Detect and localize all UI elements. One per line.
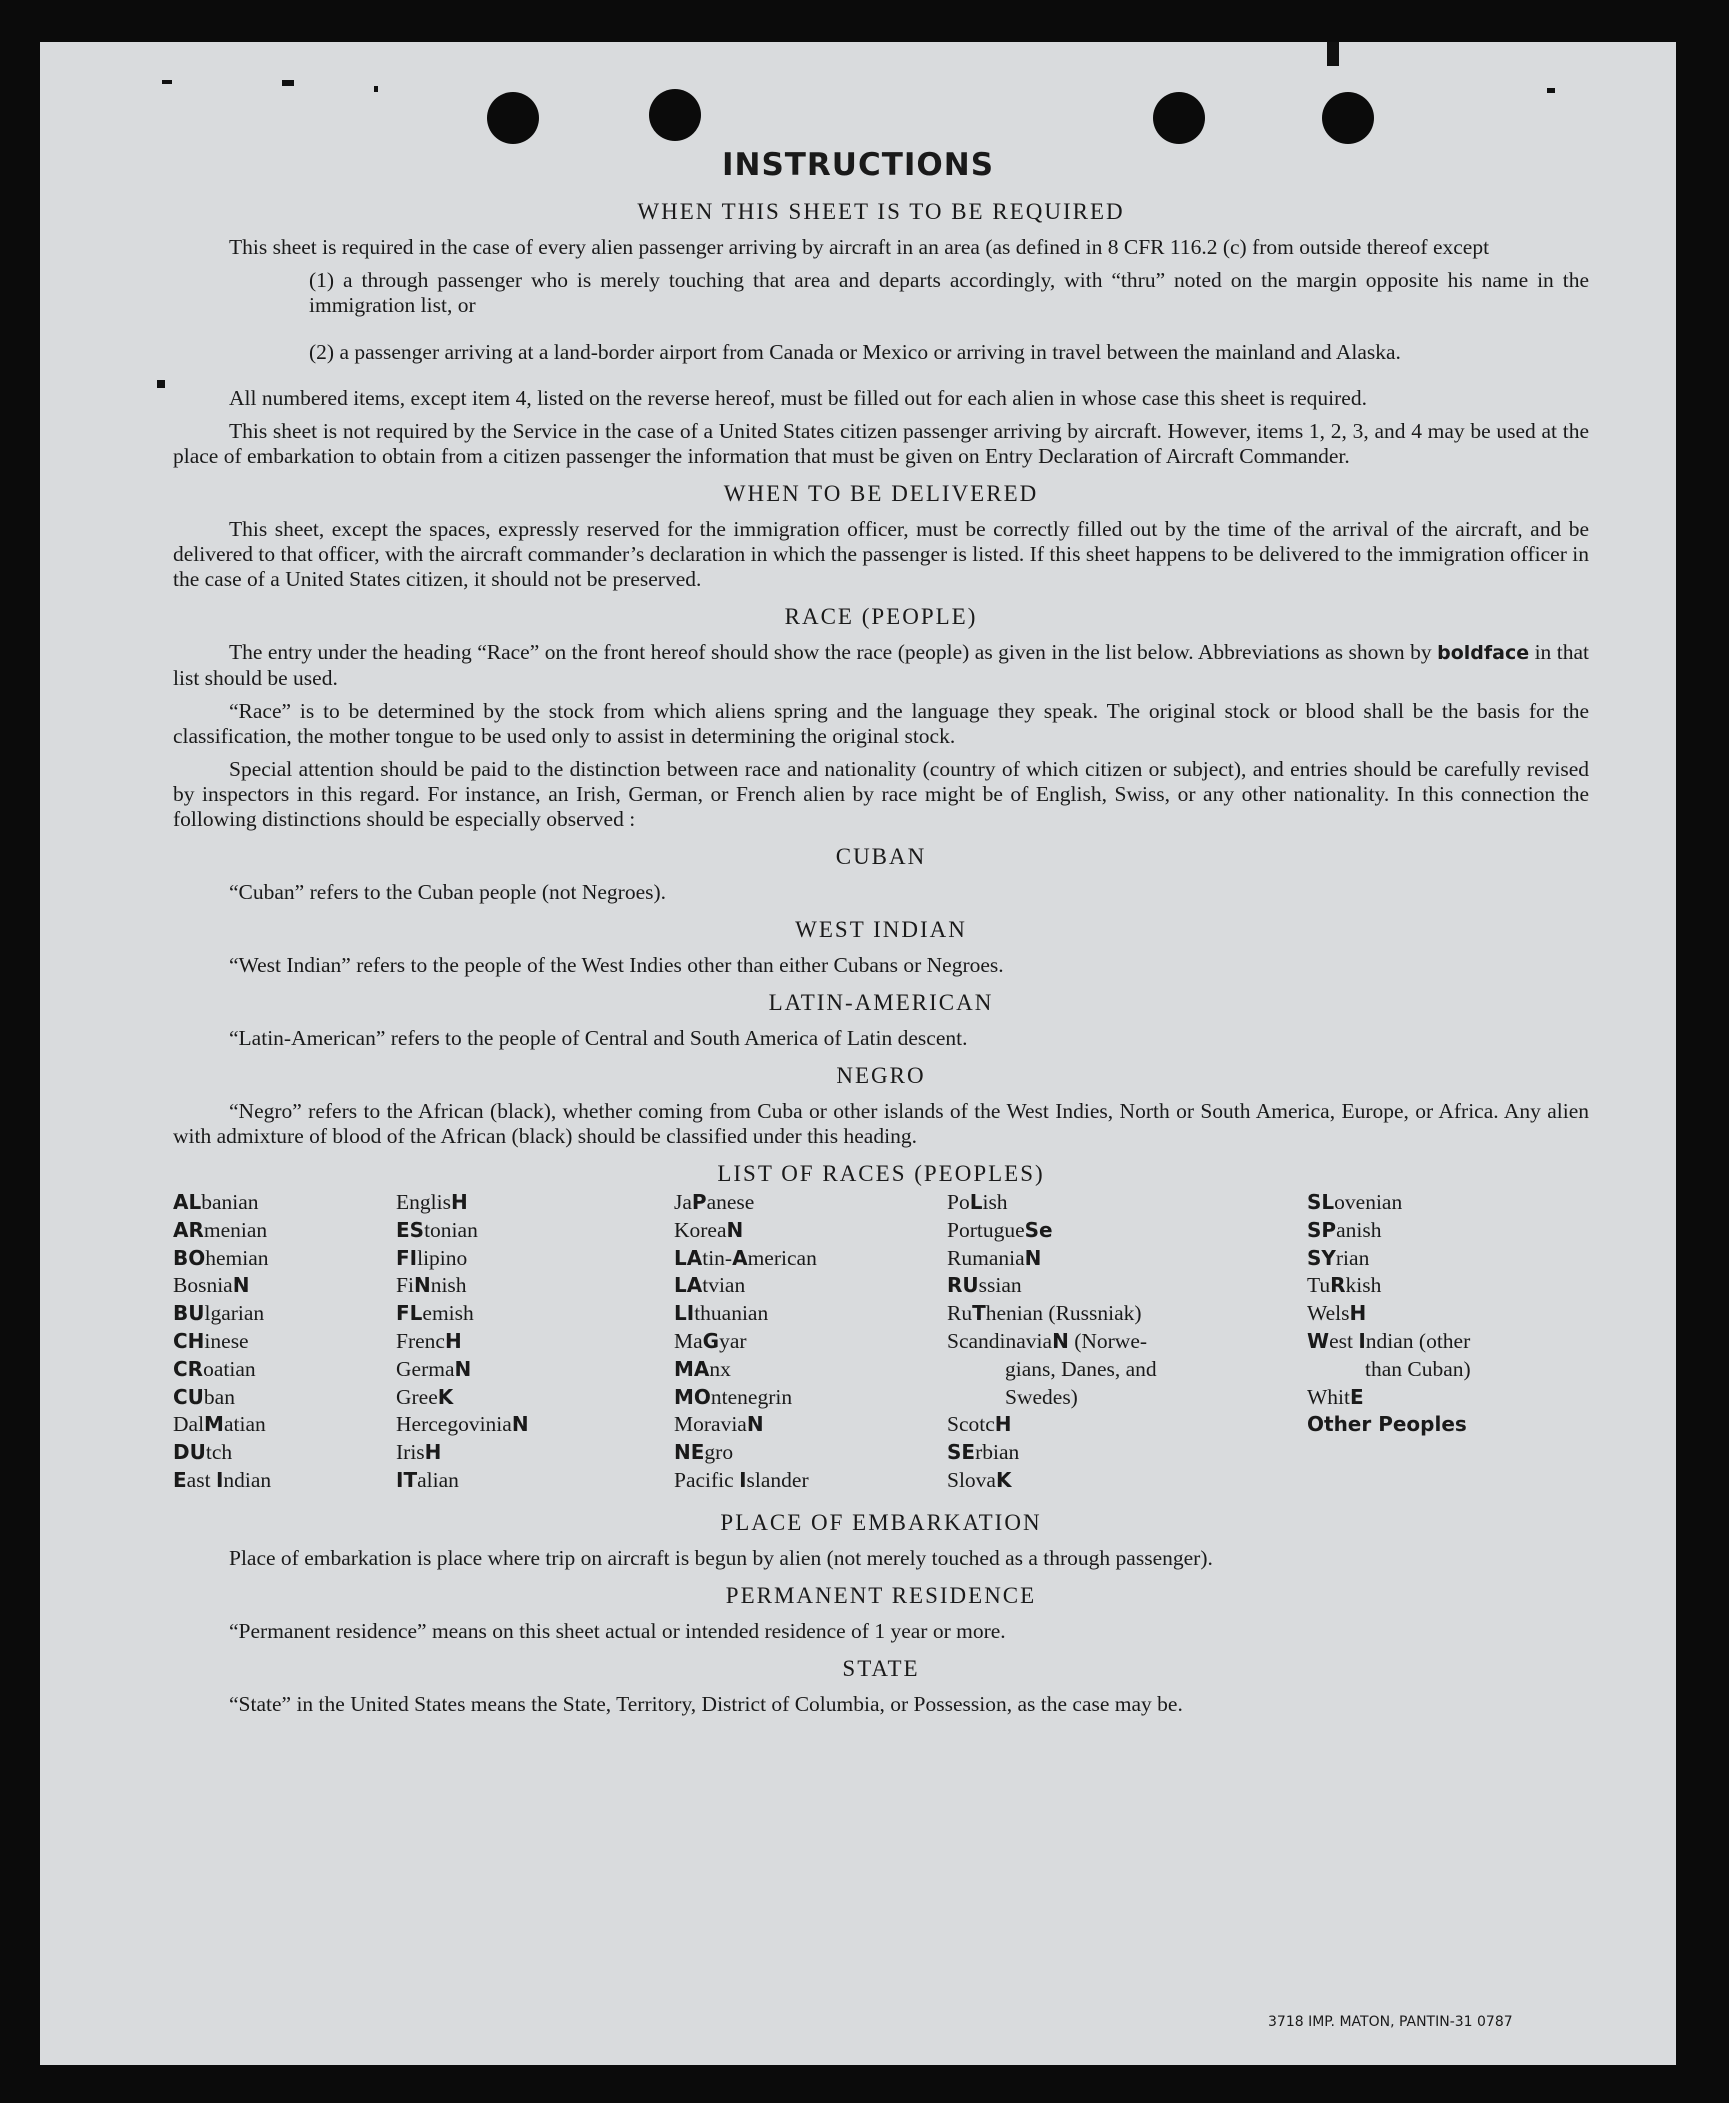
- race-abbreviation: K: [995, 1467, 1012, 1492]
- race-abbreviation: H: [450, 1190, 468, 1214]
- race-abbreviation: K: [437, 1384, 454, 1409]
- race-abbreviation: MA: [674, 1356, 710, 1381]
- race-entry: [173, 1300, 271, 1328]
- punch-hole: [1153, 92, 1205, 144]
- race-name-text: atian: [223, 1412, 266, 1437]
- paragraph-text: The entry under the heading “Race” on the front hereof should show the race (people) as given in the list below. Abbreviations as shown by: [229, 640, 1438, 664]
- race-entry: [1307, 1217, 1471, 1245]
- race-abbreviation: W: [1307, 1328, 1330, 1353]
- race-entry: [173, 1439, 271, 1467]
- race-name-text: tch: [205, 1440, 233, 1465]
- paragraph: Special attention should be paid to the distinction between race and nationality (country of which citizen or subject), and entries should be carefully revised by inspectors in this regard. For instance, an Irish, German, or French alien by race might be of English, Swiss, or any other nationality. In this connection the following distinctions should be especially observed :: [173, 757, 1589, 831]
- race-entry: [947, 1189, 1157, 1217]
- race-abbreviation: IT: [396, 1467, 418, 1492]
- race-entry: [674, 1439, 817, 1467]
- race-name-text: gians, Danes, and: [1005, 1356, 1157, 1381]
- paragraph: “Cuban” refers to the Cuban people (not Negroes).: [229, 880, 667, 904]
- race-name-text: Ma: [674, 1328, 703, 1353]
- race-name-text: nish: [430, 1273, 467, 1298]
- ink-speck: [157, 380, 165, 388]
- race-entry: [1307, 1189, 1471, 1217]
- race-entry: [947, 1356, 1157, 1384]
- document-sheet: [40, 42, 1676, 2065]
- race-abbreviation: E: [1350, 1384, 1364, 1409]
- race-entry: [173, 1411, 271, 1439]
- punch-hole: [487, 92, 539, 144]
- race-abbreviation: RU: [947, 1273, 979, 1298]
- section-heading-state: STATE: [842, 1656, 920, 1681]
- race-abbreviation: H: [994, 1412, 1012, 1437]
- race-name-text: tin-: [702, 1245, 733, 1270]
- race-entry: [173, 1189, 271, 1217]
- race-abbreviation: LA: [674, 1273, 703, 1298]
- list-item: (1) a through passenger who is merely touching that area and departs accordingly, with “thru” noted on the margin opposite his name in the immigration list, or: [309, 268, 1589, 317]
- race-name-text: emish: [422, 1301, 474, 1326]
- race-name-text: ish: [982, 1190, 1008, 1214]
- race-name-text: ssian: [978, 1273, 1022, 1298]
- race-entry: [173, 1217, 271, 1245]
- race-entry: [1307, 1356, 1471, 1384]
- section-heading-west-indian: WEST INDIAN: [795, 917, 967, 942]
- race-abbreviation: NE: [674, 1440, 705, 1465]
- race-entry: [1307, 1245, 1471, 1273]
- race-name-text: Pacific: [674, 1467, 740, 1492]
- paragraph: “State” in the United States means the State, Territory, District of Columbia, or Possession, as the case may be.: [229, 1692, 1183, 1716]
- race-abbreviation: R: [1330, 1273, 1346, 1298]
- paragraph: This sheet is not required by the Service in the case of a United States citizen passenger arriving by aircraft. However, items 1, 2, 3, and 4 may be used at the place of embarkation to obtain from a citizen passenger the information that must be given on Entry Declaration of Aircraft Commander.: [173, 419, 1589, 468]
- race-abbreviation: SP: [1307, 1217, 1337, 1242]
- race-entry: [1307, 1384, 1471, 1412]
- race-abbreviation: SE: [947, 1440, 976, 1465]
- section-heading-residence: PERMANENT RESIDENCE: [725, 1583, 1037, 1608]
- races-list: [173, 1189, 1589, 1499]
- race-abbreviation: CR: [173, 1356, 204, 1381]
- race-entry: [396, 1439, 529, 1467]
- race-entry: [1307, 1411, 1471, 1439]
- race-abbreviation: E: [173, 1467, 187, 1492]
- race-entry: [674, 1411, 817, 1439]
- race-abbreviation: CH: [173, 1328, 205, 1353]
- race-entry: [173, 1356, 271, 1384]
- section-heading-delivered: WHEN TO BE DELIVERED: [723, 481, 1039, 506]
- race-name-text: henian (Russniak): [985, 1301, 1142, 1326]
- race-entry: [396, 1356, 529, 1384]
- race-name-text: than Cuban): [1365, 1356, 1471, 1381]
- race-name-text: ovenian: [1334, 1190, 1403, 1214]
- race-name-text: anish: [1336, 1217, 1382, 1242]
- race-entry: [173, 1384, 271, 1412]
- section-heading-negro: NEGRO: [836, 1063, 926, 1088]
- ink-speck: [374, 86, 378, 92]
- race-abbreviation: N: [1052, 1328, 1069, 1353]
- race-name-text: Englis: [396, 1190, 451, 1214]
- race-name-text: Tu: [1307, 1273, 1331, 1298]
- race-entry: [674, 1300, 817, 1328]
- race-name-text: ndian (other: [1365, 1328, 1471, 1353]
- race-name-text: gro: [704, 1440, 734, 1465]
- race-abbreviation: FI: [396, 1245, 418, 1270]
- races-column: [396, 1189, 529, 1495]
- race-name-text: Gree: [396, 1384, 438, 1409]
- race-abbreviation: LI: [674, 1301, 695, 1326]
- race-entry: [947, 1384, 1157, 1412]
- race-abbreviation: I: [739, 1467, 747, 1492]
- race-name-text: Ja: [674, 1190, 692, 1214]
- race-name-text: lgarian: [204, 1301, 265, 1326]
- race-name-text: Bosnia: [173, 1273, 233, 1298]
- race-entry: [947, 1217, 1157, 1245]
- race-abbreviation: N: [726, 1217, 744, 1242]
- race-name-text: Slova: [947, 1467, 996, 1492]
- paragraph: [173, 640, 1589, 691]
- section-heading-required: WHEN THIS SHEET IS TO BE REQUIRED: [637, 199, 1125, 224]
- race-abbreviation: N: [511, 1412, 529, 1437]
- punch-hole: [1322, 92, 1374, 144]
- boldface-label: boldface: [1437, 642, 1530, 664]
- race-abbreviation: N: [1024, 1245, 1042, 1270]
- race-abbreviation: SL: [1307, 1190, 1335, 1214]
- race-entry: [396, 1245, 529, 1273]
- race-abbreviation: FL: [396, 1301, 423, 1326]
- race-name-text: Iris: [396, 1440, 425, 1465]
- ink-speck: [162, 80, 172, 84]
- section-heading-embarkation: PLACE OF EMBARKATION: [720, 1510, 1042, 1535]
- race-name-text: Moravia: [674, 1412, 747, 1437]
- race-entry: [173, 1467, 271, 1495]
- race-name-text: slander: [746, 1467, 809, 1492]
- race-entry: [396, 1189, 529, 1217]
- race-entry: [674, 1189, 817, 1217]
- race-name-text: inese: [204, 1328, 249, 1353]
- race-name-text: merican: [747, 1245, 817, 1270]
- race-name-text: rian: [1335, 1245, 1370, 1270]
- race-entry: [674, 1328, 817, 1356]
- race-name-text: (Norwe-: [1068, 1328, 1148, 1353]
- race-entry: [947, 1272, 1157, 1300]
- race-entry: [674, 1467, 817, 1495]
- race-abbreviation: L: [969, 1190, 983, 1214]
- race-abbreviation: SY: [1307, 1245, 1336, 1270]
- section-heading-latin-american: LATIN-AMERICAN: [768, 990, 994, 1015]
- race-entry: [1307, 1272, 1471, 1300]
- race-name-text: menian: [203, 1217, 268, 1242]
- list-item: (2) a passenger arriving at a land-border airport from Canada or Mexico or arriving in travel between the mainland and Alaska.: [309, 339, 1401, 364]
- race-entry: [947, 1300, 1157, 1328]
- race-abbreviation: LA: [674, 1245, 703, 1270]
- race-name-text: Portugue: [947, 1217, 1025, 1242]
- race-name-text: Hercegovinia: [396, 1412, 512, 1437]
- race-name-text: Ru: [947, 1301, 973, 1326]
- paragraph: “Latin-American” refers to the people of Central and South America of Latin descent.: [229, 1026, 968, 1050]
- race-entry: [396, 1467, 529, 1495]
- race-abbreviation: H: [1349, 1301, 1367, 1326]
- paragraph: Place of embarkation is place where trip on aircraft is begun by alien (not merely touched as a through passenger).: [229, 1546, 1213, 1570]
- race-name-text: oatian: [203, 1356, 256, 1381]
- race-abbreviation: N: [454, 1356, 472, 1381]
- race-entry: [396, 1300, 529, 1328]
- ink-speck: [1327, 42, 1339, 66]
- race-entry: [674, 1384, 817, 1412]
- race-entry: [947, 1245, 1157, 1273]
- race-name-text: banian: [201, 1190, 259, 1214]
- race-name-text: yar: [719, 1328, 747, 1353]
- race-abbreviation: N: [232, 1273, 250, 1298]
- paragraph: “Race” is to be determined by the stock from which aliens spring and the language they speak. The original stock or blood shall be the basis for the classification, the mother tongue to be used only to assist in determining the original stock.: [173, 699, 1589, 748]
- paragraph-text: in that list should be used.: [173, 640, 1590, 690]
- ink-speck: [1547, 88, 1555, 93]
- race-entry: [396, 1217, 529, 1245]
- race-name-text: Po: [947, 1190, 970, 1214]
- race-entry: [1307, 1300, 1471, 1328]
- race-abbreviation: Se: [1024, 1217, 1053, 1242]
- race-entry: [1307, 1328, 1471, 1356]
- race-name-text: ndian: [223, 1467, 272, 1492]
- race-name-text: Germa: [396, 1356, 455, 1381]
- race-entry: [173, 1328, 271, 1356]
- race-abbreviation: T: [972, 1301, 986, 1326]
- race-entry: [173, 1245, 271, 1273]
- race-name-text: Scotc: [947, 1412, 995, 1437]
- race-abbreviation: M: [204, 1412, 224, 1437]
- race-name-text: hemian: [205, 1245, 269, 1270]
- race-name-text: lipino: [417, 1245, 468, 1270]
- races-column: [947, 1189, 1157, 1495]
- race-entry: [947, 1411, 1157, 1439]
- race-abbreviation: Other Peoples: [1307, 1412, 1467, 1437]
- race-abbreviation: I: [215, 1467, 224, 1492]
- race-name-text: Rumania: [947, 1245, 1025, 1270]
- race-name-text: Scandinavia: [947, 1328, 1053, 1353]
- race-abbreviation: ES: [396, 1217, 425, 1242]
- paragraph: “West Indian” refers to the people of the West Indies other than either Cubans or Negroes.: [229, 953, 1004, 977]
- paragraph: “Permanent residence” means on this sheet actual or intended residence of 1 year or more.: [229, 1619, 1006, 1643]
- race-name-text: tvian: [702, 1273, 746, 1298]
- race-name-text: Fi: [396, 1273, 414, 1298]
- race-abbreviation: BO: [173, 1245, 206, 1270]
- race-entry: [947, 1439, 1157, 1467]
- races-column: [674, 1189, 817, 1495]
- section-heading-cuban: CUBAN: [835, 844, 927, 869]
- race-entry: [396, 1328, 529, 1356]
- race-entry: [947, 1328, 1157, 1356]
- printer-imprint: 3718 IMP. MATON, PANTIN-31 0787: [1268, 2014, 1513, 2030]
- race-entry: [173, 1272, 271, 1300]
- section-heading-race: RACE (PEOPLE): [784, 604, 978, 629]
- race-abbreviation: AL: [173, 1190, 202, 1214]
- paragraph: All numbered items, except item 4, listed on the reverse hereof, must be filled out for each alien in whose case this sheet is required.: [229, 386, 1367, 410]
- race-abbreviation: N: [746, 1412, 764, 1437]
- instructions-body: [173, 198, 1589, 1717]
- race-abbreviation: DU: [173, 1440, 206, 1465]
- race-name-text: Korea: [674, 1217, 727, 1242]
- race-name-text: ast: [186, 1467, 216, 1492]
- paragraph: “Negro” refers to the African (black), whether coming from Cuba or other islands of the West Indies, North or South America, Europe, or Africa. Any alien with admixture of blood of the African (black) should be classified under this heading.: [173, 1099, 1589, 1148]
- race-name-text: alian: [417, 1467, 459, 1492]
- race-name-text: Frenc: [396, 1328, 445, 1353]
- race-abbreviation: H: [444, 1328, 462, 1353]
- race-name-text: rbian: [975, 1440, 1020, 1465]
- race-entry: [396, 1384, 529, 1412]
- race-abbreviation: CU: [173, 1384, 204, 1409]
- race-entry: [674, 1245, 817, 1273]
- race-name-text: nx: [709, 1356, 731, 1381]
- race-entry: [674, 1217, 817, 1245]
- race-name-text: thuanian: [694, 1301, 769, 1326]
- race-abbreviation: I: [1358, 1328, 1366, 1353]
- ink-speck: [282, 80, 294, 86]
- race-entry: [674, 1356, 817, 1384]
- race-name-text: ntenegrin: [710, 1384, 793, 1409]
- race-name-text: Wels: [1307, 1301, 1350, 1326]
- race-entry: [947, 1467, 1157, 1495]
- paragraph: This sheet is required in the case of every alien passenger arriving by aircraft in an area (as defined in 8 CFR 116.2 (c) from outside thereof except: [229, 235, 1490, 259]
- race-name-text: Swedes): [1005, 1384, 1078, 1409]
- race-entry: [396, 1272, 529, 1300]
- section-heading-list-of-races: LIST OF RACES (PEOPLES): [717, 1161, 1045, 1186]
- race-name-text: Whit: [1307, 1384, 1350, 1409]
- race-abbreviation: AR: [173, 1217, 204, 1242]
- page-title: INSTRUCTIONS: [721, 147, 995, 183]
- race-abbreviation: P: [691, 1190, 707, 1214]
- race-name-text: tonian: [424, 1217, 478, 1242]
- race-name-text: Dal: [173, 1412, 205, 1437]
- race-name-text: anese: [706, 1190, 755, 1214]
- races-column: [1307, 1189, 1471, 1439]
- race-name-text: kish: [1345, 1273, 1382, 1298]
- race-abbreviation: A: [732, 1245, 748, 1270]
- race-name-text: est: [1329, 1328, 1359, 1353]
- races-column: [173, 1189, 271, 1495]
- race-entry: [396, 1411, 529, 1439]
- race-entry: [674, 1272, 817, 1300]
- race-abbreviation: G: [702, 1328, 720, 1353]
- race-abbreviation: N: [413, 1273, 431, 1298]
- paragraph: This sheet, except the spaces, expressly reserved for the immigration officer, must be correctly filled out by the time of the arrival of the aircraft, and be delivered to that officer, with the aircraft commander’s declaration in which the passenger is listed. If this sheet happens to be delivered to the immigration officer in the case of a United States citizen, it should not be preserved.: [173, 517, 1589, 591]
- race-name-text: ban: [203, 1384, 235, 1409]
- race-abbreviation: H: [424, 1440, 442, 1465]
- race-abbreviation: BU: [173, 1301, 205, 1326]
- race-abbreviation: MO: [674, 1384, 711, 1409]
- punch-hole: [649, 89, 701, 141]
